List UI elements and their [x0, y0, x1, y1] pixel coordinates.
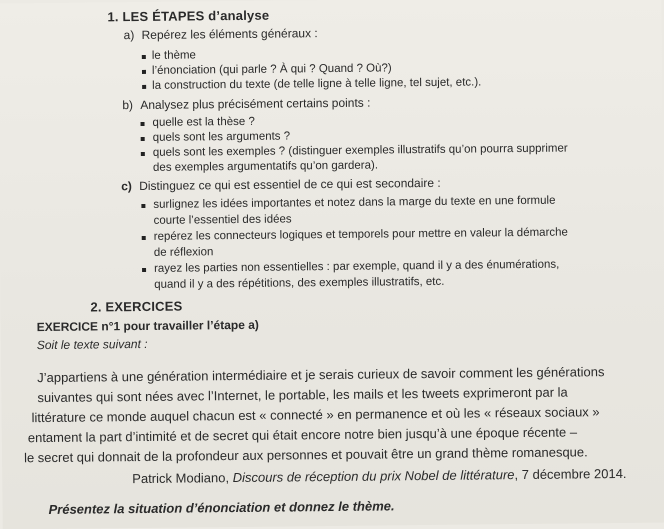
source-date: , 7 décembre 2014.	[514, 465, 627, 483]
bullet-icon	[142, 268, 146, 272]
step-a-label: a)	[123, 28, 135, 43]
step-c-item-2: repérez les connecteurs logiques et temporels pour mettre en valeur la démarche	[153, 226, 568, 243]
bullet-icon	[142, 85, 146, 89]
bullet-icon	[141, 122, 145, 126]
quote-line-1: J’appartiens à une génération intermédiaire et je serais curieux de savoir comment les générations	[37, 364, 605, 386]
exercise-title: EXERCICE n°1 pour travailler l’étape a)	[36, 317, 259, 335]
step-c-item-2-cont: de réflexion	[153, 246, 214, 259]
source-work: Discours de réception du prix Nobel de littérature	[232, 467, 515, 486]
step-c-item-1-cont: courte l’essentiel des idées	[153, 213, 292, 227]
bullet-icon	[141, 152, 145, 156]
bullet-icon	[142, 236, 146, 240]
bullet-icon	[142, 55, 146, 59]
step-b-item-2: quels sont les arguments ?	[152, 130, 291, 144]
step-a-item-1: le thème	[151, 49, 196, 62]
step-b-item-3: quels sont les exemples ? (distinguer exemples illustratifs qu’on pourra supprimer	[152, 142, 568, 159]
quote-line-3: littérature ce monde auquel chacun est « connecté » en permanence et où les « réseaux sociaux »	[31, 404, 600, 426]
step-a-item-2: l’énonciation (qui parle ? À qui ? Quand ? Où?)	[151, 62, 392, 77]
step-b-item-1: quelle est la thèse ?	[152, 115, 255, 129]
source-author: Patrick Modiano,	[132, 470, 233, 487]
step-c-item-3-cont: quand il y a des répétitions, des exemples illustratifs, etc.	[154, 275, 445, 291]
exercise-intro: Soit le texte suivant :	[36, 336, 148, 353]
step-c-item-3: rayez les parties non essentielles : par exemple, quand il y a des énumérations,	[153, 258, 560, 275]
section-2-title: 2. EXERCICES	[90, 298, 183, 315]
quote-line-2: suivantes qui sont nées avec l’Internet, le portable, les mails et les tweets exprimeront par la	[37, 384, 568, 406]
bullet-icon	[141, 137, 145, 141]
quote-line-5: le secret qui donnait de la profondeur aux personnes et pouvait être un grand thème romanesque.	[23, 444, 588, 466]
bullet-icon	[142, 70, 146, 74]
step-c-label: c)	[121, 179, 132, 194]
step-b-text: Analysez plus précisément certains points :	[140, 95, 371, 112]
bullet-icon	[141, 204, 145, 208]
section-1-title: 1. LES ÉTAPES d’analyse	[107, 7, 270, 25]
step-a-text: Repérez les éléments généraux :	[141, 26, 318, 42]
quote-line-4: entament la part d’intimité et de secret qui était encore notre bien jusqu’à une époque récente –	[27, 424, 578, 446]
step-c-item-1: surlignez les idées importantes et notez dans la marge du texte en une formule	[153, 194, 556, 211]
step-a-item-3: la construction du texte (de telle ligne à telle ligne, tel sujet, etc.).	[152, 76, 482, 92]
step-c-text: Distinguez ce qui est essentiel de ce qui est secondaire :	[139, 175, 441, 194]
exercise-instruction: Présentez la situation d’énonciation et donnez le thème.	[48, 498, 395, 517]
quote-source	[132, 467, 626, 485]
step-b-label: b)	[122, 98, 134, 113]
step-b-item-3-cont: des exemples argumentatifs qu’on gardera).	[152, 159, 379, 174]
